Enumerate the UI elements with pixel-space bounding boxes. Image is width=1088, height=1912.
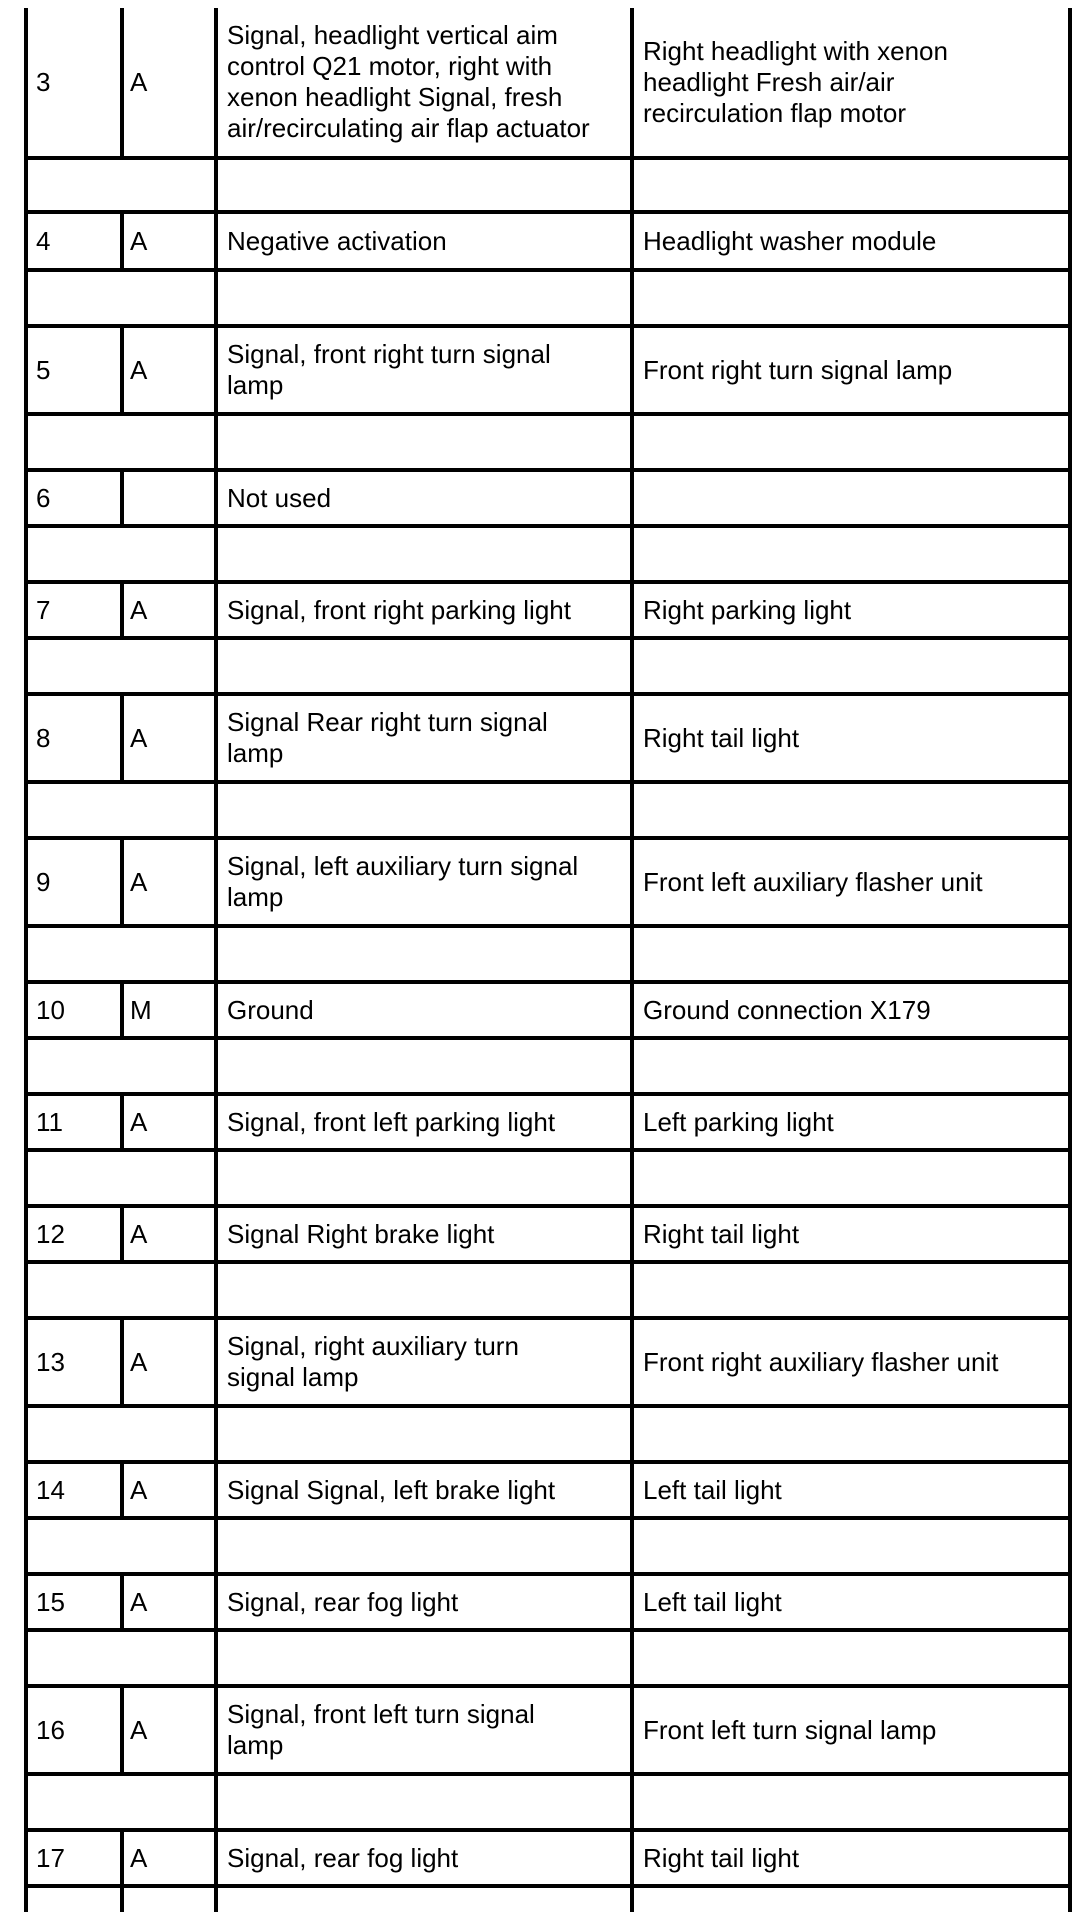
pin-number-cell: 12 bbox=[36, 1218, 65, 1249]
component-cell: Front left auxiliary flasher unit bbox=[643, 866, 983, 897]
signal-type-cell: A bbox=[130, 1842, 148, 1873]
row-divider bbox=[24, 1036, 1072, 1040]
column-divider bbox=[24, 8, 28, 1912]
signal-description-cell: Signal, right auxiliary turn signal lamp bbox=[227, 1331, 519, 1392]
signal-type-cell: A bbox=[130, 866, 148, 897]
pin-number-cell: 16 bbox=[36, 1714, 65, 1745]
merged-spacer-cell bbox=[118, 1520, 126, 1572]
signal-type-cell: A bbox=[130, 1346, 148, 1377]
signal-description-cell: Signal, headlight vertical aim control Q21 motor, right with xenon headlight Signal, fresh air/recirculating air flap actuator bbox=[227, 20, 590, 143]
pin-number-cell: 13 bbox=[36, 1346, 65, 1377]
signal-description-cell: Signal, left auxiliary turn signal lamp bbox=[227, 851, 579, 912]
component-cell: Right tail light bbox=[643, 1842, 800, 1873]
signal-description-cell: Signal Rear right turn signal lamp bbox=[227, 707, 548, 768]
component-cell bbox=[643, 472, 1073, 524]
merged-spacer-cell bbox=[118, 1040, 126, 1092]
signal-description-cell: Signal, front left parking light bbox=[227, 1106, 556, 1137]
merged-spacer-cell bbox=[118, 928, 126, 980]
component-cell: Left tail light bbox=[643, 1586, 782, 1617]
row-divider bbox=[24, 1772, 1072, 1776]
row-divider bbox=[24, 1516, 1072, 1520]
merged-spacer-cell bbox=[118, 416, 126, 468]
pin-number-cell: 6 bbox=[36, 482, 51, 513]
component-cell: Front right turn signal lamp bbox=[643, 354, 953, 385]
signal-type-cell: A bbox=[130, 594, 148, 625]
component-cell: Front right auxiliary flasher unit bbox=[643, 1346, 999, 1377]
pin-number-cell: 14 bbox=[36, 1474, 65, 1505]
pin-number-cell: 11 bbox=[36, 1106, 63, 1137]
signal-description-cell: Ground bbox=[227, 994, 314, 1025]
component-cell: Left parking light bbox=[643, 1106, 834, 1137]
signal-type-cell: A bbox=[130, 722, 148, 753]
signal-description-cell: Negative activation bbox=[227, 225, 447, 256]
merged-spacer-cell bbox=[118, 640, 126, 692]
pin-number-cell: 7 bbox=[36, 594, 51, 625]
component-cell: Right tail light bbox=[643, 722, 800, 753]
merged-spacer-cell bbox=[118, 1264, 126, 1316]
signal-type-cell: A bbox=[130, 1474, 148, 1505]
row-divider bbox=[24, 780, 1072, 784]
pin-number-cell: 3 bbox=[36, 66, 51, 97]
signal-type-cell: A bbox=[130, 1586, 148, 1617]
component-cell: Right headlight with xenon headlight Fresh air/air recirculation flap motor bbox=[643, 35, 948, 128]
signal-description-cell: Signal, rear fog light bbox=[227, 1586, 459, 1617]
column-divider bbox=[214, 8, 218, 1912]
signal-type-cell bbox=[130, 472, 210, 524]
pin-number-cell: 9 bbox=[36, 866, 51, 897]
row-divider bbox=[24, 1148, 1072, 1152]
signal-type-cell: A bbox=[130, 1218, 148, 1249]
row-divider bbox=[24, 924, 1072, 928]
merged-spacer-cell bbox=[118, 1776, 126, 1828]
row-divider bbox=[24, 1404, 1072, 1408]
signal-description-cell: Signal, rear fog light bbox=[227, 1842, 459, 1873]
pin-number-cell: 17 bbox=[36, 1842, 65, 1873]
row-divider bbox=[24, 1628, 1072, 1632]
signal-description-cell: Signal, front right turn signal lamp bbox=[227, 339, 551, 400]
signal-type-cell: A bbox=[130, 66, 148, 97]
signal-type-cell: A bbox=[130, 1106, 148, 1137]
merged-spacer-cell bbox=[118, 1632, 126, 1684]
row-divider bbox=[24, 636, 1072, 640]
row-divider bbox=[24, 268, 1072, 272]
merged-spacer-cell bbox=[118, 784, 126, 836]
row-divider bbox=[24, 156, 1072, 160]
signal-type-cell: M bbox=[130, 994, 152, 1025]
component-cell: Right tail light bbox=[643, 1218, 800, 1249]
merged-spacer-cell bbox=[118, 1408, 126, 1460]
signal-description-cell: Not used bbox=[227, 482, 332, 513]
merged-spacer-cell bbox=[118, 1152, 126, 1204]
pin-number-cell: 4 bbox=[36, 225, 51, 256]
row-divider bbox=[24, 412, 1072, 416]
signal-description-cell: Signal Signal, left brake light bbox=[227, 1474, 556, 1505]
merged-spacer-cell bbox=[118, 160, 126, 210]
pin-number-cell: 8 bbox=[36, 722, 51, 753]
component-cell: Ground connection X179 bbox=[643, 994, 931, 1025]
row-divider bbox=[24, 524, 1072, 528]
signal-description-cell: Signal, front right parking light bbox=[227, 594, 571, 625]
pin-number-cell: 10 bbox=[36, 994, 65, 1025]
signal-type-cell: A bbox=[130, 225, 148, 256]
signal-description-cell: Signal, front left turn signal lamp bbox=[227, 1699, 535, 1760]
pin-number-cell: 15 bbox=[36, 1586, 65, 1617]
signal-description-cell: Signal Right brake light bbox=[227, 1218, 495, 1249]
component-cell: Front left turn signal lamp bbox=[643, 1714, 937, 1745]
component-cell: Headlight washer module bbox=[643, 225, 937, 256]
merged-spacer-cell bbox=[118, 528, 126, 580]
row-divider bbox=[24, 1260, 1072, 1264]
signal-type-cell: A bbox=[130, 1714, 148, 1745]
component-cell: Left tail light bbox=[643, 1474, 782, 1505]
pin-number-cell: 5 bbox=[36, 354, 51, 385]
component-cell: Right parking light bbox=[643, 594, 852, 625]
row-divider bbox=[24, 1884, 1072, 1888]
signal-type-cell: A bbox=[130, 354, 148, 385]
merged-spacer-cell bbox=[118, 272, 126, 324]
